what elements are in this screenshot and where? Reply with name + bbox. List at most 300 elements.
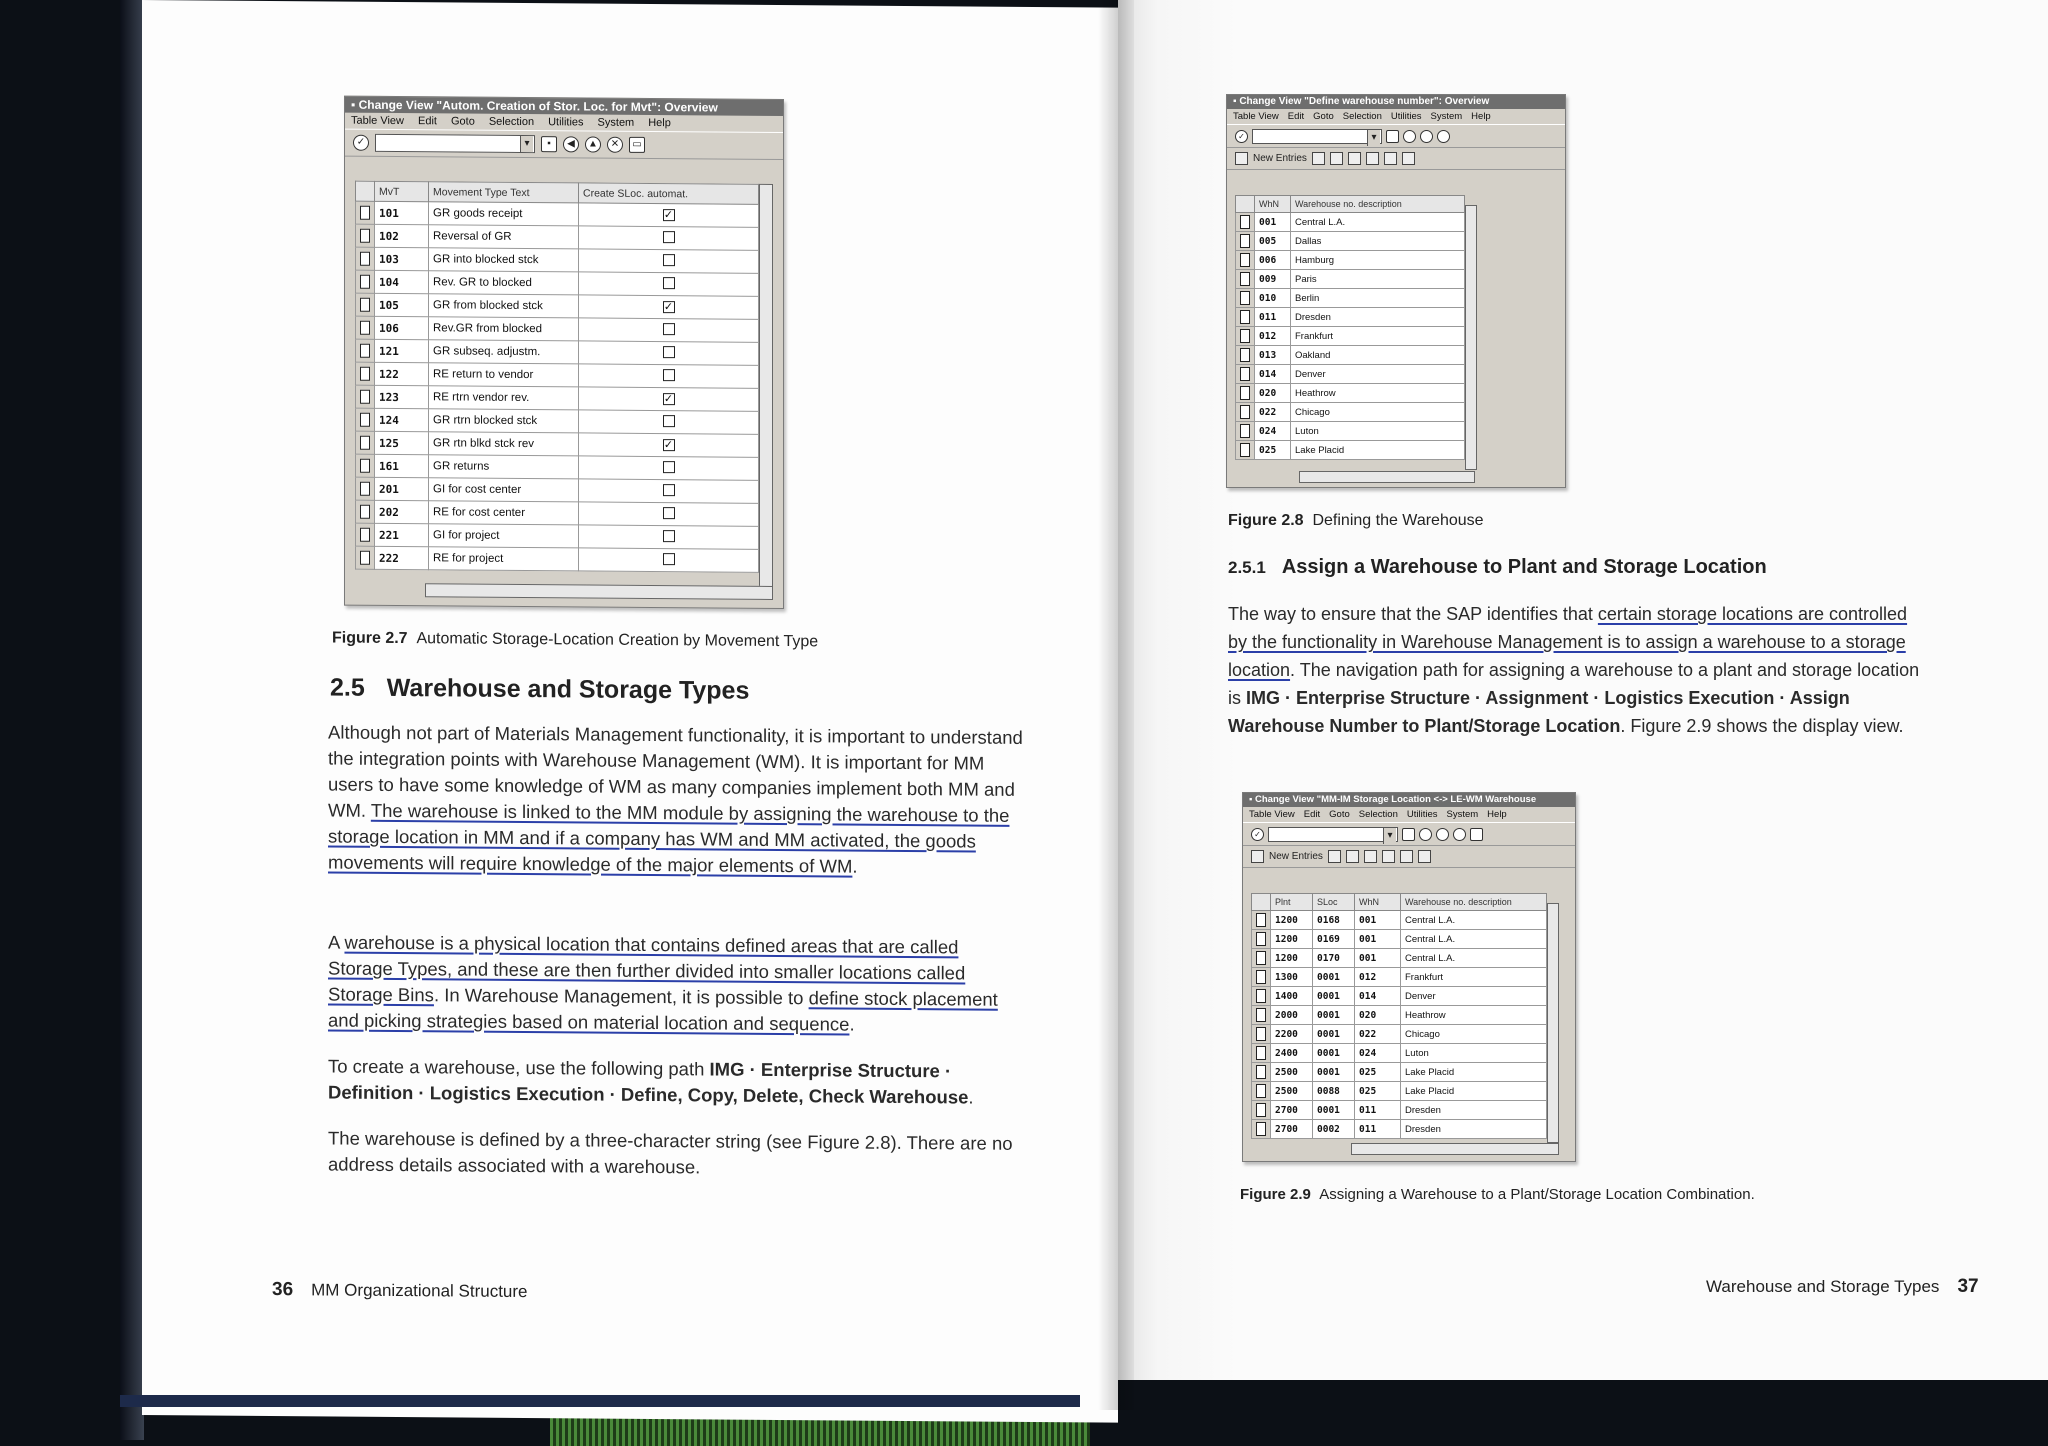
row-selector-box[interactable] <box>360 321 370 335</box>
row-selector[interactable] <box>356 270 375 293</box>
row-selector[interactable] <box>1252 949 1271 968</box>
row-selector-box[interactable] <box>1256 1084 1266 1098</box>
select-block-icon[interactable] <box>1384 152 1397 165</box>
copy-icon[interactable] <box>1312 152 1325 165</box>
subsection-heading <box>1228 556 1767 579</box>
cancel-icon[interactable] <box>1437 130 1450 143</box>
description-cell: Dallas <box>1291 232 1465 251</box>
mvt-cell: 102 <box>375 224 429 247</box>
running-footer: MM Organizational Structure <box>311 1280 528 1302</box>
row-selector-box[interactable] <box>1240 386 1250 400</box>
row-selector[interactable] <box>1252 1006 1271 1025</box>
select-all-icon[interactable] <box>1366 152 1379 165</box>
row-selector-box[interactable] <box>1240 405 1250 419</box>
create-sloc-checkbox[interactable] <box>663 507 675 519</box>
menu-selection[interactable]: Selection <box>1358 809 1398 820</box>
print-icon[interactable] <box>1470 828 1483 841</box>
row-selector[interactable] <box>356 201 375 224</box>
row-selector-box[interactable] <box>360 229 370 243</box>
vertical-scrollbar[interactable] <box>1547 903 1559 1143</box>
whn-cell: 022 <box>1355 1025 1401 1044</box>
create-sloc-checkbox[interactable]: ✓ <box>663 439 674 452</box>
row-selector-box[interactable] <box>1256 989 1266 1003</box>
cancel-icon[interactable] <box>1453 828 1466 841</box>
menu-system[interactable]: System <box>597 116 635 129</box>
row-selector[interactable] <box>356 385 375 408</box>
row-selector-box[interactable] <box>1240 291 1250 305</box>
whn-cell: 011 <box>1355 1101 1401 1120</box>
plnt-cell: 2200 <box>1271 1025 1313 1044</box>
menu-system[interactable]: System <box>1430 111 1463 122</box>
row-selector-box[interactable] <box>360 528 370 542</box>
new-entries-button[interactable]: New Entries <box>1269 851 1323 862</box>
whn-cell: 025 <box>1255 441 1291 460</box>
navigation-path: IMG · Enterprise Structure · Definition · Logistics Execution · Define, Copy, Delete, Check Warehouse <box>328 1058 969 1108</box>
mvt-cell: 221 <box>375 523 429 546</box>
mvt-cell: 106 <box>375 316 429 339</box>
row-selector[interactable] <box>1252 1063 1271 1082</box>
table-row <box>1252 1082 1547 1101</box>
table-row <box>356 316 759 342</box>
row-selector[interactable] <box>1236 251 1255 270</box>
select-all-header[interactable] <box>1236 196 1255 213</box>
create-sloc-cell <box>579 433 759 457</box>
standard-toolbar <box>1243 822 1575 846</box>
table-row <box>1236 384 1465 403</box>
table-row <box>1252 911 1547 930</box>
row-selector[interactable] <box>1252 987 1271 1006</box>
table-row <box>356 293 759 319</box>
sloc-cell: 0001 <box>1313 1101 1355 1120</box>
row-selector-box[interactable] <box>1240 329 1250 343</box>
menu-table-view[interactable]: Table View <box>351 114 404 128</box>
whn-cell: 001 <box>1255 213 1291 232</box>
select-block-icon[interactable] <box>1400 850 1413 863</box>
row-selector[interactable] <box>1236 270 1255 289</box>
create-sloc-cell <box>579 272 759 296</box>
create-sloc-cell <box>579 387 759 411</box>
description-cell: Denver <box>1291 365 1465 384</box>
row-selector-box[interactable] <box>1256 1027 1266 1041</box>
row-selector[interactable] <box>1252 930 1271 949</box>
menu-utilities[interactable]: Utilities <box>548 116 584 129</box>
deselect-icon[interactable] <box>1402 152 1415 165</box>
window-title: ▪ Change View "Autom. Creation of Stor. Loc. for Mvt": Overview <box>345 97 783 116</box>
row-selector[interactable] <box>356 316 375 339</box>
paragraph-1: Although not part of Materials Management functionality, it is important to understand the integration points with Warehouse Management (WM). It is important for MM users to have some knowledge of WM as many companies implement both MM and WM. The warehouse is linked to the MM module by assigning the warehouse to the storage location in MM and if a company has WM and MM activated, the goods movements will require knowledge of the major elements of WM. <box>328 721 1023 877</box>
row-selector[interactable] <box>1236 232 1255 251</box>
mvt-cell: 125 <box>375 431 429 454</box>
select-all-header[interactable] <box>1252 894 1271 911</box>
row-selector-box[interactable] <box>1240 215 1250 229</box>
table-row <box>1252 1025 1547 1044</box>
back-icon[interactable] <box>1419 828 1432 841</box>
menu-goto[interactable]: Goto <box>1313 111 1334 122</box>
row-selector[interactable] <box>356 293 375 316</box>
row-selector-box[interactable] <box>360 275 370 289</box>
table-row <box>356 339 759 365</box>
create-sloc-cell <box>579 456 759 480</box>
row-selector-box[interactable] <box>1256 951 1266 965</box>
paragraph-3: To create a warehouse, use the following path IMG · Enterprise Structure · Definition · Logistics Execution · Define, Copy, Delete, Check Warehouse. <box>328 1055 974 1108</box>
row-selector-box[interactable] <box>360 505 370 519</box>
whn-cell: 020 <box>1355 1006 1401 1025</box>
whn-cell: 001 <box>1355 930 1401 949</box>
plnt-cell: 1200 <box>1271 911 1313 930</box>
movement-text-cell: GR goods receipt <box>429 202 579 226</box>
book-cover-edge <box>120 1395 1080 1407</box>
plnt-cell: 1400 <box>1271 987 1313 1006</box>
underlined-text: warehouse is a physical location that contains defined areas that are called Storage Types, and these are then further divided into smaller locations called Storage Bins <box>328 931 966 1006</box>
table-row <box>1236 327 1465 346</box>
plnt-cell: 1300 <box>1271 968 1313 987</box>
table-body <box>1236 213 1465 460</box>
row-selector[interactable] <box>356 500 375 523</box>
table-row <box>1252 1063 1547 1082</box>
row-selector-box[interactable] <box>1240 272 1250 286</box>
create-sloc-checkbox[interactable] <box>663 484 675 496</box>
plnt-cell: 2500 <box>1271 1063 1313 1082</box>
whn-cell: 012 <box>1255 327 1291 346</box>
row-selector[interactable] <box>356 247 375 270</box>
movement-text-cell: GR into blocked stck <box>429 248 579 272</box>
row-selector[interactable] <box>356 408 375 431</box>
right-page <box>1118 0 2048 1380</box>
create-sloc-checkbox[interactable] <box>663 346 675 358</box>
command-field[interactable] <box>375 134 535 153</box>
create-sloc-checkbox[interactable] <box>663 530 675 542</box>
create-sloc-checkbox[interactable] <box>663 415 675 427</box>
undo-icon[interactable] <box>1364 850 1377 863</box>
sloc-cell: 0001 <box>1313 1025 1355 1044</box>
table-row <box>1252 987 1547 1006</box>
underlined-text: The warehouse is linked to the MM module by assigning the warehouse to the storage location in MM and if a company has WM and MM activated, the goods movements will require knowledge of the major elements of WM <box>328 799 1010 877</box>
table-row <box>1236 232 1465 251</box>
check-icon[interactable]: ✓ <box>1251 828 1264 841</box>
description-cell: Central L.A. <box>1401 911 1547 930</box>
row-selector-box[interactable] <box>1256 1103 1266 1117</box>
row-selector[interactable] <box>356 454 375 477</box>
exit-icon[interactable] <box>1436 828 1449 841</box>
menu-table-view[interactable]: Table View <box>1249 809 1295 820</box>
row-selector[interactable] <box>356 477 375 500</box>
create-sloc-checkbox[interactable] <box>663 369 675 381</box>
row-selector[interactable] <box>356 224 375 247</box>
vertical-scrollbar[interactable] <box>1465 205 1477 470</box>
movement-text-cell: Rev.GR from blocked <box>429 317 579 341</box>
row-selector[interactable] <box>356 431 375 454</box>
row-selector-box[interactable] <box>1240 348 1250 362</box>
row-selector-box[interactable] <box>360 344 370 358</box>
table-row <box>356 385 759 411</box>
description-cell: Oakland <box>1291 346 1465 365</box>
horizontal-scrollbar[interactable] <box>1351 1143 1559 1155</box>
column-header-mvt: MvT <box>375 181 429 201</box>
whn-cell: 001 <box>1355 911 1401 930</box>
create-sloc-checkbox[interactable] <box>663 461 675 473</box>
sloc-cell: 0001 <box>1313 968 1355 987</box>
table-row <box>1252 968 1547 987</box>
plnt-cell: 1200 <box>1271 930 1313 949</box>
print-icon[interactable]: ▭ <box>629 137 645 153</box>
row-selector[interactable] <box>1236 403 1255 422</box>
whn-cell: 006 <box>1255 251 1291 270</box>
delete-icon[interactable] <box>1330 152 1343 165</box>
menu-help[interactable]: Help <box>1487 809 1507 820</box>
create-sloc-cell <box>579 295 759 319</box>
back-icon[interactable] <box>1403 130 1416 143</box>
row-selector[interactable] <box>356 523 375 546</box>
create-sloc-checkbox[interactable] <box>663 553 675 565</box>
sloc-cell: 0170 <box>1313 949 1355 968</box>
back-icon[interactable]: ◀ <box>563 136 579 152</box>
whn-cell: 022 <box>1255 403 1291 422</box>
application-toolbar <box>1243 846 1575 868</box>
table-body <box>1252 911 1547 1139</box>
row-selector-box[interactable] <box>1256 932 1266 946</box>
figure-2-9-window <box>1242 792 1576 1162</box>
menu-edit[interactable]: Edit <box>418 115 437 128</box>
row-selector-box[interactable] <box>360 482 370 496</box>
description-cell: Chicago <box>1291 403 1465 422</box>
create-sloc-cell <box>579 548 759 572</box>
row-selector-box[interactable] <box>1256 970 1266 984</box>
column-header-description: Warehouse no. description <box>1401 894 1547 911</box>
delete-icon[interactable] <box>1346 850 1359 863</box>
save-icon[interactable] <box>1386 130 1399 143</box>
row-selector-box[interactable] <box>360 206 370 220</box>
row-selector-box[interactable] <box>360 298 370 312</box>
description-cell: Heathrow <box>1291 384 1465 403</box>
section-title: Warehouse and Storage Types <box>386 673 750 705</box>
row-selector[interactable] <box>1252 1082 1271 1101</box>
mvt-cell: 222 <box>375 546 429 569</box>
left-footer <box>272 1279 528 1303</box>
row-selector[interactable] <box>1236 327 1255 346</box>
menu-system[interactable]: System <box>1446 809 1479 820</box>
horizontal-scrollbar[interactable] <box>1299 471 1475 483</box>
menu-goto[interactable]: Goto <box>1329 809 1350 820</box>
whn-cell: 014 <box>1255 365 1291 384</box>
row-selector[interactable] <box>356 339 375 362</box>
command-field[interactable] <box>1252 129 1382 144</box>
menu-goto[interactable]: Goto <box>450 115 475 128</box>
new-entries-button[interactable]: New Entries <box>1253 153 1307 164</box>
underlined-text: define stock placement and picking strategies based on material location and sequence <box>328 987 998 1035</box>
whn-cell: 024 <box>1355 1044 1401 1063</box>
create-sloc-checkbox[interactable]: ✓ <box>663 209 674 222</box>
vertical-scrollbar[interactable] <box>759 184 773 588</box>
row-selector[interactable] <box>1252 968 1271 987</box>
warehouse-table <box>1235 195 1465 460</box>
row-selector-box[interactable] <box>1240 310 1250 324</box>
description-cell: Lake Placid <box>1401 1082 1547 1101</box>
row-selector[interactable] <box>1236 441 1255 460</box>
row-selector-box[interactable] <box>360 436 370 450</box>
column-header-description: Warehouse no. description <box>1291 196 1465 213</box>
figure-2-7-caption: Figure 2.7 Automatic Storage-Location Creation by Movement Type <box>332 629 819 651</box>
description-cell: Hamburg <box>1291 251 1465 270</box>
select-all-header[interactable] <box>356 181 375 201</box>
underlined-text: certain storage locations are controlled by the functionality in Warehouse Management is to assign a warehouse to a storage location <box>1228 604 1908 680</box>
standard-toolbar <box>1227 124 1565 148</box>
row-selector[interactable] <box>1252 1101 1271 1120</box>
row-selector[interactable] <box>1236 289 1255 308</box>
horizontal-scrollbar[interactable] <box>425 583 773 600</box>
row-selector[interactable] <box>1236 422 1255 441</box>
table-row <box>356 201 759 227</box>
row-selector-box[interactable] <box>1256 1008 1266 1022</box>
create-sloc-checkbox[interactable]: ✓ <box>663 301 674 314</box>
paragraph-2: A warehouse is a physical location that contains defined areas that are called Storage Types, and these are then further divided into smaller locations called Storage Bins. In Warehouse Management, it is possible to define stock placement and picking strategies based on material location and sequence. <box>328 931 998 1035</box>
paragraph-5: The way to ensure that the SAP identifies that certain storage locations are controlled by the functionality in Warehouse Management is to assign a warehouse to a storage location. The navigation path for assigning a warehouse to a plant and storage location is IMG · Enterprise Structure · Assignment · Logistics Execution · Assign Warehouse Number to Plant/Storage Location. Figure 2.9 shows the display view. <box>1228 604 1920 736</box>
page-number: 36 <box>272 1279 294 1301</box>
whn-cell: 011 <box>1255 308 1291 327</box>
create-sloc-cell <box>579 318 759 342</box>
table-body <box>356 201 759 572</box>
menu-utilities[interactable]: Utilities <box>1406 809 1438 820</box>
window-title: ▪ Change View "MM-IM Storage Location <-> LE-WM Warehouse <box>1243 793 1575 807</box>
save-icon[interactable]: ▪ <box>541 136 557 152</box>
mvt-cell: 202 <box>375 500 429 523</box>
row-selector[interactable] <box>1252 911 1271 930</box>
create-sloc-checkbox[interactable]: ✓ <box>663 393 674 406</box>
table-row <box>356 224 759 250</box>
check-icon[interactable]: ✓ <box>353 135 369 151</box>
whn-cell: 024 <box>1255 422 1291 441</box>
create-sloc-checkbox[interactable] <box>663 231 675 243</box>
row-selector-box[interactable] <box>360 551 370 565</box>
whn-cell: 012 <box>1355 968 1401 987</box>
create-sloc-checkbox[interactable] <box>663 323 675 335</box>
menu-help[interactable]: Help <box>648 116 671 130</box>
menu-edit[interactable]: Edit <box>1287 111 1305 122</box>
table-row <box>1252 1120 1547 1139</box>
table-row <box>356 431 759 457</box>
row-selector-box[interactable] <box>360 252 370 266</box>
menu-bar <box>1243 807 1575 822</box>
deselect-icon[interactable] <box>1418 850 1431 863</box>
row-selector[interactable] <box>1252 1025 1271 1044</box>
whn-cell: 001 <box>1355 949 1401 968</box>
create-sloc-checkbox[interactable] <box>663 277 675 289</box>
table-row <box>1252 949 1547 968</box>
row-selector-box[interactable] <box>1256 1122 1266 1136</box>
table-row <box>1236 213 1465 232</box>
table-row <box>1236 270 1465 289</box>
cancel-icon[interactable]: ✕ <box>607 137 623 153</box>
row-selector[interactable] <box>1236 365 1255 384</box>
row-selector[interactable] <box>1236 346 1255 365</box>
row-selector-box[interactable] <box>1240 424 1250 438</box>
figure-2-8-window <box>1226 94 1566 488</box>
menu-edit[interactable]: Edit <box>1303 809 1321 820</box>
row-selector[interactable] <box>1252 1120 1271 1139</box>
undo-icon[interactable] <box>1348 152 1361 165</box>
mvt-cell: 201 <box>375 477 429 500</box>
row-selector-box[interactable] <box>360 413 370 427</box>
row-selector-box[interactable] <box>360 390 370 404</box>
check-icon[interactable]: ✓ <box>1235 130 1248 143</box>
sloc-cell: 0001 <box>1313 1006 1355 1025</box>
mvt-cell: 105 <box>375 293 429 316</box>
save-icon[interactable] <box>1402 828 1415 841</box>
menu-selection[interactable]: Selection <box>1342 111 1382 122</box>
create-sloc-cell <box>579 410 759 434</box>
description-cell: Central L.A. <box>1291 213 1465 232</box>
right-footer <box>1706 1276 1979 1298</box>
sloc-cell: 0088 <box>1313 1082 1355 1101</box>
table-row <box>356 408 759 434</box>
description-cell: Luton <box>1401 1044 1547 1063</box>
row-selector-box[interactable] <box>1256 1046 1266 1060</box>
plnt-cell: 2700 <box>1271 1120 1313 1139</box>
select-all-icon[interactable] <box>1382 850 1395 863</box>
exit-icon[interactable]: ▲ <box>585 136 601 152</box>
page-number: 37 <box>1957 1276 1979 1297</box>
row-selector[interactable] <box>1236 308 1255 327</box>
description-cell: Dresden <box>1291 308 1465 327</box>
menu-table-view[interactable]: Table View <box>1233 111 1279 122</box>
row-selector[interactable] <box>1236 384 1255 403</box>
table-row <box>356 546 759 572</box>
table-container <box>355 181 759 573</box>
new-entries-icon[interactable] <box>1251 850 1264 863</box>
book-edge <box>120 0 144 1440</box>
paragraph-4: The warehouse is defined by a three-character string (see Figure 2.8). There are no address details associated with a warehouse. <box>328 1127 1013 1178</box>
row-selector-box[interactable] <box>360 367 370 381</box>
table-row <box>356 500 759 526</box>
row-selector-box[interactable] <box>1240 443 1250 457</box>
row-selector-box[interactable] <box>1240 234 1250 248</box>
table-row <box>1252 1044 1547 1063</box>
menu-bar <box>1227 109 1565 124</box>
exit-icon[interactable] <box>1420 130 1433 143</box>
row-selector-box[interactable] <box>1256 1065 1266 1079</box>
copy-icon[interactable] <box>1328 850 1341 863</box>
create-sloc-cell <box>579 341 759 365</box>
whn-cell: 013 <box>1255 346 1291 365</box>
window-icon: ▪ <box>1249 794 1256 805</box>
new-entries-icon[interactable] <box>1235 152 1248 165</box>
description-cell: Central L.A. <box>1401 949 1547 968</box>
row-selector[interactable] <box>356 362 375 385</box>
menu-help[interactable]: Help <box>1471 111 1491 122</box>
figure-2-7-window <box>344 96 784 609</box>
sloc-cell: 0002 <box>1313 1120 1355 1139</box>
table-row <box>356 477 759 503</box>
row-selector-box[interactable] <box>1240 253 1250 267</box>
plnt-cell: 2700 <box>1271 1101 1313 1120</box>
plnt-cell: 2000 <box>1271 1006 1313 1025</box>
row-selector[interactable] <box>1252 1044 1271 1063</box>
row-selector-box[interactable] <box>360 459 370 473</box>
menu-utilities[interactable]: Utilities <box>1390 111 1422 122</box>
create-sloc-cell <box>579 502 759 526</box>
row-selector-box[interactable] <box>1240 367 1250 381</box>
create-sloc-checkbox[interactable] <box>663 254 675 266</box>
command-field[interactable] <box>1268 827 1398 842</box>
description-cell: Frankfurt <box>1291 327 1465 346</box>
standard-toolbar <box>345 129 783 160</box>
whn-cell: 025 <box>1355 1082 1401 1101</box>
menu-selection[interactable]: Selection <box>488 115 535 129</box>
row-selector[interactable] <box>1236 213 1255 232</box>
row-selector[interactable] <box>356 546 375 569</box>
table-container <box>1251 893 1547 1139</box>
table-row <box>1252 1006 1547 1025</box>
row-selector-box[interactable] <box>1256 913 1266 927</box>
